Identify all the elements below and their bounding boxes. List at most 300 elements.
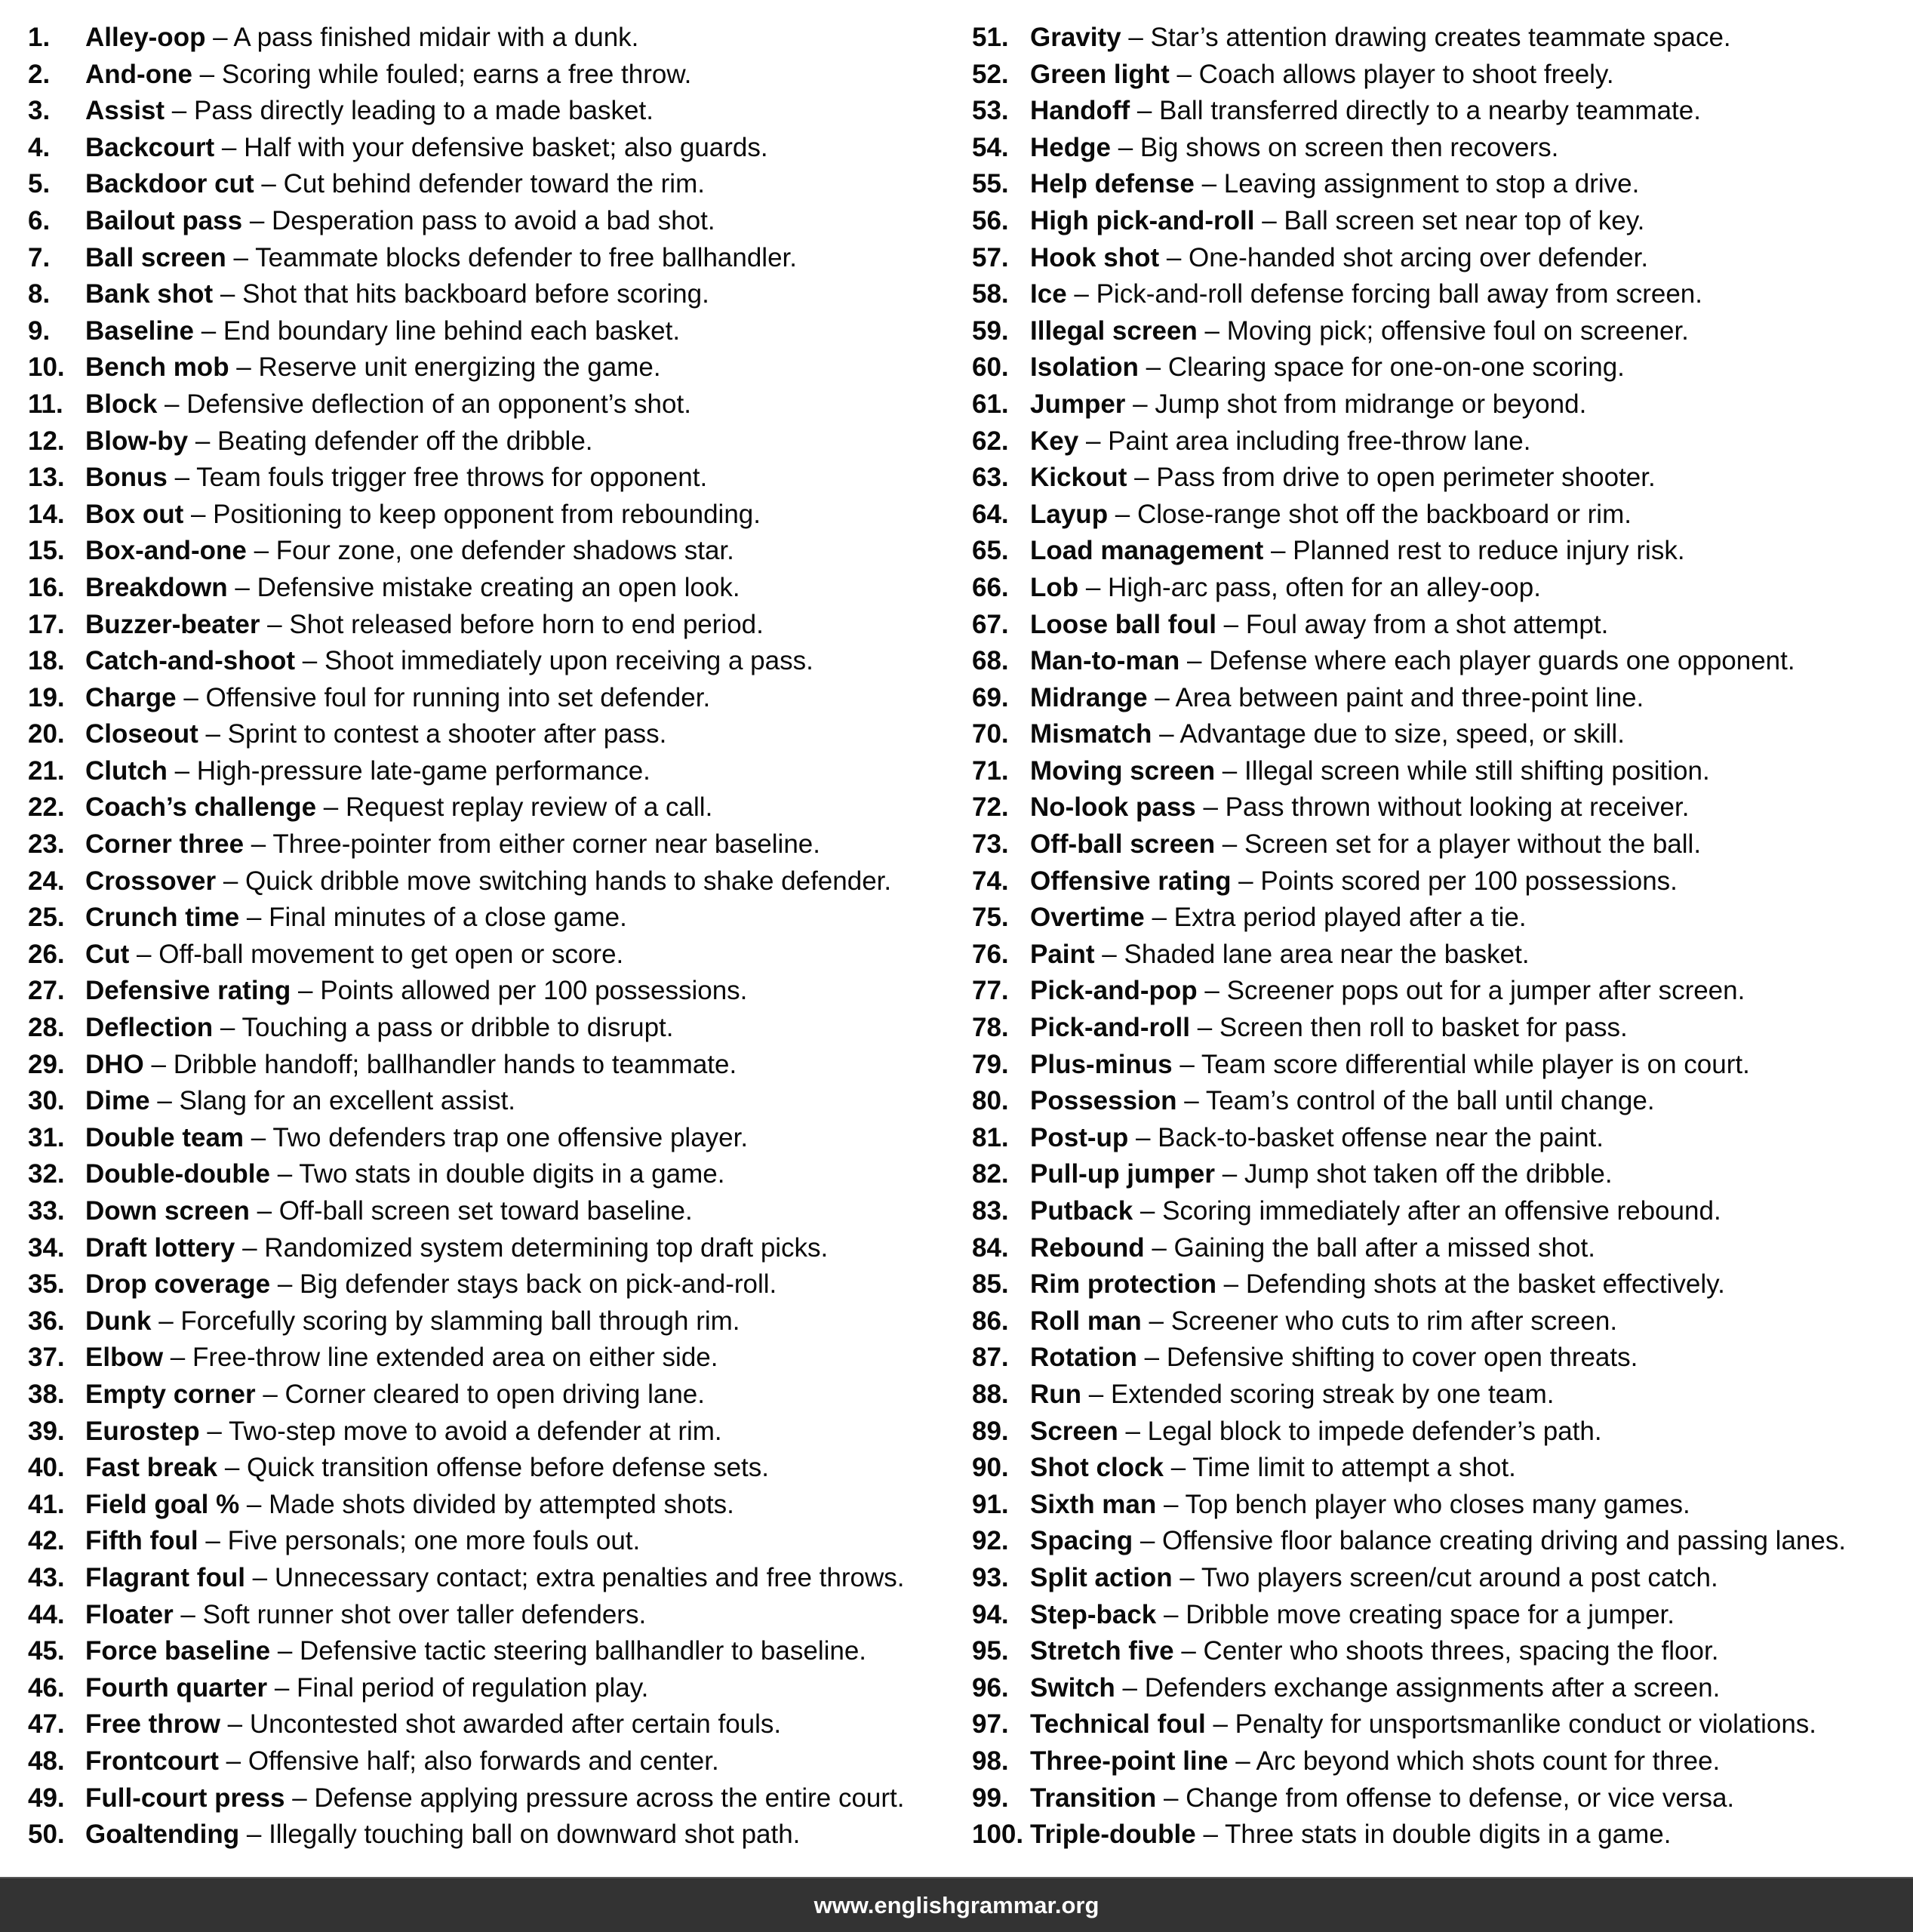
entry-definition: – Positioning to keep opponent from rebounding. [183,499,761,529]
entry-definition: – Half with your defensive basket; also guards. [214,132,768,162]
entry-number: 64. [972,499,1009,529]
entry-definition: – Reserve unit energizing the game. [229,352,661,383]
entry-text [85,20,638,57]
entry-term: Crossover [85,866,217,896]
entry-definition: – Team fouls trigger free throws for opponent. [167,463,708,493]
entry-number: 54. [972,132,1009,162]
entry-text [85,1817,800,1854]
entry-number: 87. [972,1343,1009,1373]
entry-text [85,1193,693,1230]
entry-number: 25. [28,903,65,933]
entry-number: 86. [972,1306,1009,1336]
entry-text [85,607,764,644]
entry-definition: – Dribble handoff; ballhandler hands to teammate. [143,1049,737,1079]
entry-definition: – Corner cleared to open driving lane. [255,1379,705,1409]
entry-definition: – Clearing space for one-on-one scoring. [1138,352,1625,383]
entry-text [85,789,712,826]
entry-definition: – Final period of regulation play. [267,1672,649,1703]
entry-definition: – Screener who cuts to rim after screen. [1141,1306,1618,1336]
entry-definition: – Area between paint and three-point line. [1147,682,1644,712]
entry-text [85,1450,769,1487]
entry-definition: – Big defender stays back on pick-and-roll. [270,1269,777,1300]
entry-term: And-one [85,59,192,89]
entry-text [1030,460,1656,497]
entry-number: 83. [972,1196,1009,1226]
entry-text [85,1156,724,1193]
entry-definition: – A pass finished midair with a dunk. [205,23,639,52]
entry-text [1030,607,1608,644]
entry-term: Screen [1030,1416,1118,1446]
entry-term: Post-up [1030,1122,1129,1152]
entry-number: 22. [28,792,65,823]
entry-text [85,57,691,94]
entry-definition: – Penalty for unsportsmanlike conduct or violations. [1205,1709,1817,1740]
entry-term: Hook shot [1030,242,1160,272]
entry-number: 60. [972,352,1009,383]
entry-term: Jumper [1030,389,1126,419]
entry-term: Frontcourt [85,1746,219,1776]
entry-number: 16. [28,572,65,602]
entry-definition: – Touching a pass or dribble to disrupt. [213,1013,674,1043]
entry-definition: – Screen then roll to basket for pass. [1189,1013,1628,1043]
entry-number: 11. [28,389,63,419]
entry-number: 39. [28,1416,65,1446]
entry-number: 96. [972,1672,1009,1703]
entry-text [1030,349,1625,386]
entry-text [85,386,691,423]
entry-term: Bank shot [85,279,214,309]
entry-definition: – Dribble move creating space for a jumper. [1156,1599,1675,1629]
entry-number: 78. [972,1013,1009,1043]
entry-term: Midrange [1030,682,1148,712]
entry-definition: – Gaining the ball after a missed shot. [1144,1232,1595,1263]
entry-definition: – Defense applying pressure across the entire court. [284,1783,905,1813]
entry-text [1030,1706,1816,1743]
entry-number: 32. [28,1159,65,1189]
entry-term: Putback [1030,1196,1133,1226]
entry-definition: – Uncontested shot awarded after certain fouls. [220,1709,782,1740]
entry-term: Force baseline [85,1636,271,1666]
entry-term: Dime [85,1086,150,1116]
entry-term: Draft lottery [85,1232,235,1263]
entry-text [85,1377,705,1414]
entry-text [85,1670,648,1707]
entry-term: Illegal screen [1030,315,1198,346]
entry-number: 71. [972,755,1009,786]
entry-definition: – Jump shot taken off the dribble. [1215,1159,1613,1189]
entry-number: 92. [972,1526,1009,1556]
entry-number: 28. [28,1013,65,1043]
entry-text [85,1266,777,1303]
entry-text [1030,130,1558,167]
entry-text [1030,1487,1690,1524]
entry-definition: – Offensive half; also forwards and center. [218,1746,719,1776]
entry-term: Double team [85,1122,245,1152]
entry-text [85,1633,866,1670]
entry-term: Backdoor cut [85,169,254,199]
entry-text [1030,1670,1720,1707]
entry-number: 23. [28,829,65,860]
entry-number: 26. [28,939,65,969]
entry-number: 6. [28,205,51,235]
entry-term: Fifth foul [85,1526,198,1556]
entry-text [85,1340,718,1377]
entry-text [85,1706,781,1743]
entry-number: 31. [28,1122,65,1152]
entry-definition: – Team’s control of the ball until change. [1176,1086,1655,1116]
entry-text [85,1560,904,1597]
entry-number: 74. [972,866,1009,896]
entry-definition: – Planned rest to reduce injury risk. [1263,536,1685,566]
entry-term: Three-point line [1030,1746,1229,1776]
entry-number: 19. [28,682,65,712]
entry-text [1030,1010,1628,1047]
entry-definition: – Extended scoring streak by one team. [1081,1379,1555,1409]
entry-term: Off-ball screen [1030,829,1216,860]
entry-definition: – Quick transition offense before defense sets. [217,1453,769,1483]
entry-term: Ice [1030,279,1067,309]
entry-text [85,1010,673,1047]
entry-definition: – Two-step move to avoid a defender at rim. [199,1416,722,1446]
entry-term: Defensive rating [85,976,291,1006]
entry-definition: – Three-pointer from either corner near baseline. [244,829,820,860]
entry-definition: – Star’s attention drawing creates teammate space. [1121,23,1731,52]
entry-definition: – Defenders exchange assignments after a screen. [1115,1672,1721,1703]
entry-term: Fourth quarter [85,1672,268,1703]
entry-definition: – Five personals; one more fouls out. [198,1526,641,1556]
entry-text [1030,570,1541,607]
entry-text [1030,1817,1671,1854]
entry-text [1030,1377,1555,1414]
entry-number: 98. [972,1746,1009,1776]
entry-definition: – Illegal screen while still shifting position. [1215,755,1710,786]
entry-number: 30. [28,1086,65,1116]
entry-term: Layup [1030,499,1109,529]
entry-term: Field goal % [85,1489,240,1519]
entry-text [85,423,593,460]
entry-number: 84. [972,1232,1009,1263]
entry-number: 95. [972,1636,1009,1666]
entry-term: Ball screen [85,242,226,272]
entry-number: 44. [28,1599,65,1629]
entry-text [85,643,813,680]
entry-term: Charge [85,682,177,712]
entry-text [85,1487,734,1524]
entry-term: Transition [1030,1783,1157,1813]
entry-term: Kickout [1030,463,1127,493]
entry-text [1030,1266,1725,1303]
entry-definition: – Teammate blocks defender to free ballhandler. [226,242,797,272]
entry-number: 33. [28,1196,65,1226]
entry-definition: – Jump shot from midrange or beyond. [1125,389,1587,419]
entry-text [1030,497,1632,534]
entry-number: 13. [28,463,65,493]
entry-definition: – Illegally touching ball on downward shot path. [239,1820,801,1850]
entry-text [85,1230,828,1267]
entry-definition: – Paint area including free-throw lane. [1078,426,1531,456]
entry-text [85,716,666,753]
entry-number: 81. [972,1122,1009,1152]
entry-definition: – Foul away from a shot attempt. [1216,609,1609,639]
entry-text [85,1047,737,1084]
entry-term: Baseline [85,315,194,346]
entry-number: 2. [28,59,51,89]
entry-term: Backcourt [85,132,215,162]
entry-text [85,276,709,313]
entry-number: 57. [972,242,1009,272]
entry-number: 18. [28,646,65,676]
entry-definition: – Defense where each player guards one opponent. [1179,646,1795,676]
entry-definition: – Quick dribble move switching hands to shake defender. [216,866,892,896]
entry-text [85,1743,719,1780]
entry-text [1030,753,1710,790]
entry-number: 10. [28,352,65,383]
entry-number: 24. [28,866,65,896]
entry-term: Block [85,389,158,419]
entry-number: 94. [972,1599,1009,1629]
entry-number: 38. [28,1379,65,1409]
entry-number: 63. [972,463,1009,493]
entry-text [85,973,747,1010]
entry-number: 14. [28,499,65,529]
entry-number: 5. [28,169,51,199]
entry-term: Rebound [1030,1232,1145,1263]
entry-number: 29. [28,1049,65,1079]
entry-text [85,130,768,167]
entry-term: Rotation [1030,1343,1137,1373]
entry-definition: – Offensive floor balance creating driving and passing lanes. [1133,1526,1847,1556]
entry-term: Dunk [85,1306,152,1336]
entry-number: 15. [28,536,65,566]
entry-text [1030,1633,1718,1670]
entry-definition: – Defensive deflection of an opponent’s shot. [157,389,691,419]
entry-definition: – Two players screen/cut around a post catch. [1172,1562,1718,1592]
entry-definition: – Defending shots at the basket effectively. [1216,1269,1725,1300]
entry-term: Spacing [1030,1526,1133,1556]
entry-definition: – Randomized system determining top draft picks. [235,1232,829,1263]
entry-term: Elbow [85,1343,164,1373]
entry-term: Crunch time [85,903,240,933]
entry-text [1030,937,1530,974]
entry-definition: – Defensive shifting to cover open threats. [1136,1343,1638,1373]
entry-text [1030,1340,1638,1377]
entry-text [85,240,797,277]
entry-text [85,1597,646,1634]
entry-term: Plus-minus [1030,1049,1173,1079]
entry-definition: – Free-throw line extended area on either side. [163,1343,718,1373]
entry-number: 70. [972,719,1009,749]
entry-definition: – Extra period played after a tie. [1144,903,1527,933]
entry-number: 27. [28,976,65,1006]
entry-number: 65. [972,536,1009,566]
entry-term: Triple-double [1030,1820,1196,1850]
entry-number: 72. [972,792,1009,823]
entry-number: 34. [28,1232,65,1263]
entry-text [85,1523,640,1560]
entry-term: Pull-up jumper [1030,1159,1215,1189]
entry-term: Drop coverage [85,1269,271,1300]
entry-definition: – Shot that hits backboard before scoring. [213,279,709,309]
entry-text [85,863,891,900]
entry-number: 49. [28,1783,65,1813]
entry-term: Step-back [1030,1599,1157,1629]
entry-text [85,533,734,570]
entry-term: Deflection [85,1013,214,1043]
entry-number: 66. [972,572,1009,602]
entry-text [1030,1047,1750,1084]
entry-number: 89. [972,1416,1009,1446]
entry-number: 55. [972,169,1009,199]
entry-number: 4. [28,132,51,162]
entry-definition: – Leaving assignment to stop a drive. [1194,169,1640,199]
entry-text [1030,1414,1602,1451]
entry-definition: – Scoring while fouled; earns a free throw. [192,59,692,89]
entry-number: 82. [972,1159,1009,1189]
entry-definition: – Soft runner shot over taller defenders. [173,1599,647,1629]
entry-definition: – Two defenders trap one offensive player. [244,1122,749,1152]
entry-number: 3. [28,96,51,126]
entry-term: Possession [1030,1086,1177,1116]
entry-text [1030,863,1678,900]
entry-number: 45. [28,1636,65,1666]
entry-term: Double-double [85,1159,270,1189]
entry-definition: – Top bench player who closes many games. [1156,1489,1690,1519]
entry-number: 77. [972,976,1009,1006]
entry-number: 76. [972,939,1009,969]
entry-definition: – Points allowed per 100 possessions. [291,976,748,1006]
entry-text [1030,1303,1617,1340]
entry-term: Down screen [85,1196,250,1226]
entry-definition: – Beating defender off the dribble. [188,426,593,456]
entry-number: 61. [972,389,1009,419]
entry-number: 85. [972,1269,1009,1300]
entry-text [1030,203,1644,240]
entry-text [85,93,654,130]
entry-term: Catch-and-shoot [85,646,296,676]
entry-definition: – Back-to-basket offense near the paint. [1128,1122,1604,1152]
entry-number: 1. [28,23,51,52]
entry-definition: – Legal block to impede defender’s path. [1118,1416,1602,1446]
entry-definition: – Moving pick; offensive foul on screener. [1197,315,1689,346]
entry-term: Handoff [1030,96,1130,126]
entry-text [85,460,707,497]
entry-term: Flagrant foul [85,1562,245,1592]
entry-definition: – Scoring immediately after an offensive rebound. [1133,1196,1721,1226]
entry-text [1030,313,1689,350]
entry-text [1030,643,1795,680]
entry-text [85,497,761,534]
entry-text [1030,1156,1613,1193]
entry-definition: – Coach allows player to shoot freely. [1169,59,1614,89]
entry-number: 46. [28,1672,65,1703]
entry-number: 21. [28,755,65,786]
entry-text [85,900,627,937]
entry-definition: – Shot released before horn to end period. [260,609,764,639]
entry-definition: – Unnecessary contact; extra penalties and free throws. [245,1562,905,1592]
entry-definition: – Arc beyond which shots count for three. [1228,1746,1721,1776]
entry-definition: – Off-ball movement to get open or score. [129,939,624,969]
footer-url: www.englishgrammar.org [813,1891,1100,1918]
entry-term: Cut [85,939,130,969]
entry-term: Pick-and-pop [1030,976,1198,1006]
footer-bar [0,1877,1913,1932]
entry-text [1030,826,1701,863]
entry-definition: – High-arc pass, often for an alley-oop. [1078,572,1541,602]
entry-definition: – Shaded lane area near the basket. [1094,939,1530,969]
entry-definition: – End boundary line behind each basket. [193,315,681,346]
entry-term: Gravity [1030,23,1121,52]
entry-definition: – Cut behind defender toward the rim. [254,169,705,199]
entry-term: Closeout [85,719,198,749]
entry-term: Clutch [85,755,168,786]
entry-definition: – One-handed shot arcing over defender. [1159,242,1649,272]
entry-number: 35. [28,1269,65,1300]
entry-term: Lob [1030,572,1079,602]
entry-text [1030,240,1648,277]
entry-term: Empty corner [85,1379,256,1409]
entry-definition: – Change from offense to defense, or vice versa. [1156,1783,1735,1813]
entry-definition: – Final minutes of a close game. [239,903,627,933]
entry-term: Switch [1030,1672,1115,1703]
entry-term: Free throw [85,1709,220,1740]
entry-number: 90. [972,1453,1009,1483]
entry-text [1030,789,1689,826]
entry-definition: – Three stats in double digits in a game. [1195,1820,1672,1850]
entry-definition: – Time limit to attempt a shot. [1163,1453,1516,1483]
entry-text [85,826,820,863]
entry-text [85,937,623,974]
entry-text [1030,680,1644,717]
entry-text [1030,1523,1846,1560]
entry-number: 40. [28,1453,65,1483]
entry-text [85,570,740,607]
entry-number: 52. [972,59,1009,89]
entry-text [1030,57,1614,94]
entry-term: Stretch five [1030,1636,1174,1666]
entry-text [1030,716,1625,753]
entry-text [85,1083,515,1120]
entry-text [85,203,715,240]
entry-number: 8. [28,279,51,309]
entry-definition: – Offensive foul for running into set defender. [176,682,711,712]
entry-number: 43. [28,1562,65,1592]
entry-definition: – Big shows on screen then recovers. [1110,132,1559,162]
entry-number: 93. [972,1562,1009,1592]
entry-term: Overtime [1030,903,1145,933]
entry-term: Goaltending [85,1820,240,1850]
entry-text [1030,533,1685,570]
entry-definition: – Defensive mistake creating an open look. [227,572,740,602]
entry-text [85,753,650,790]
entry-text [1030,1230,1595,1267]
entry-term: Full-court press [85,1783,285,1813]
entry-term: Roll man [1030,1306,1142,1336]
entry-text [85,1414,722,1451]
entry-term: Rim protection [1030,1269,1216,1300]
entry-text [1030,900,1527,937]
entry-definition: – Team score differential while player is on court. [1172,1049,1750,1079]
entry-term: Box-and-one [85,536,247,566]
entry-term: Mismatch [1030,719,1152,749]
entry-text [1030,973,1745,1010]
entry-definition: – Desperation pass to avoid a bad shot. [242,205,715,235]
entry-definition: – Shoot immediately upon receiving a pass. [295,646,813,676]
entry-definition: – Slang for an excellent assist. [149,1086,516,1116]
entry-number: 12. [28,426,65,456]
entry-definition: – Screener pops out for a jumper after screen. [1197,976,1745,1006]
entry-number: 80. [972,1086,1009,1116]
entry-text [1030,423,1530,460]
